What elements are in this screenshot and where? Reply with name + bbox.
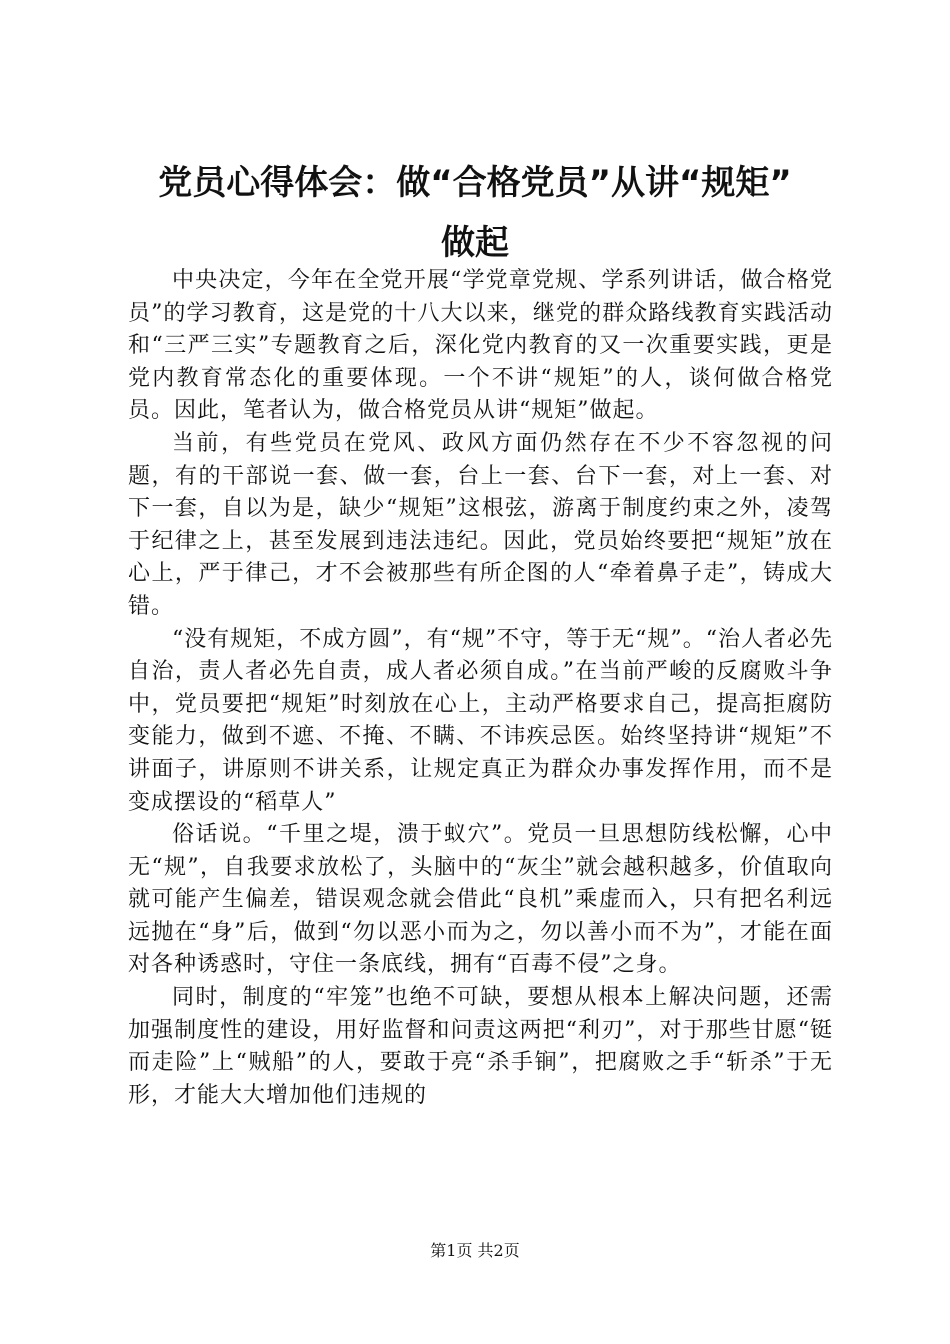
paragraph-5: 同时，制度的“牢笼”也绝不可缺，要想从根本上解决问题，还需加强制度性的建设，用好监督和问责这两把“利刃”，对于那些甘愿“铤而走险”上“贼船”的人，要敢于亮“杀手锏”，把腐败之手“斩杀”于无形，才能大大增加他们违规的 (128, 985, 833, 1108)
document-title-line-1: 党员心得体会：做“合格党员”从讲“规矩” (158, 163, 792, 203)
paragraph-2: 当前，有些党员在党风、政风方面仍然存在不少不容忽视的问题，有的干部说一套、做一套，台上一套、台下一套，对上一套、对下一套，自以为是，缺少“规矩”这根弦，游离于制度约束之外，凌驾于纪律之上，甚至发展到违法违纪。因此，党员始终要把“规矩”放在心上，严于律己，才不会被那些有所企图的人“牵着鼻子走”，铸成大错。 (128, 430, 833, 619)
document-title-line-2: 做起 (441, 223, 509, 263)
page-number-footer: 第1页 共2页 (430, 1241, 520, 1260)
paragraph-1: 中央决定，今年在全党开展“学党章党规、学系列讲话，做合格党员”的学习教育，这是党的十八大以来，继党的群众路线教育实践活动和“三严三实”专题教育之后，深化党内教育的又一次重要实践，更是党内教育常态化的重要体现。一个不讲“规矩”的人，谈何做合格党员。因此，笔者认为，做合格党员从讲“规矩”做起。 (128, 268, 833, 424)
paragraph-3: “没有规矩，不成方圆”，有“规”不守，等于无“规”。“治人者必先自治，责人者必先自责，成人者必须自成。”在当前严峻的反腐败斗争中，党员要把“规矩”时刻放在心上，主动严格要求自己，提高拒腐防变能力，做到不遮、不掩、不瞒、不讳疾忌医。始终坚持讲“规矩”不讲面子，讲原则不讲关系，让规定真正为群众办事发挥作用，而不是变成摆设的“稻草人” (128, 626, 833, 815)
paragraph-4: 俗话说。“千里之堤，溃于蚁穴”。党员一旦思想防线松懈，心中无“规”，自我要求放松了，头脑中的“灰尘”就会越积越多，价值取向就可能产生偏差，错误观念就会借此“良机”乘虚而入，只有把名利远远抛在“身”后，做到“勿以恶小而为之，勿以善小而不为”，才能在面对各种诱惑时，守住一条底线，拥有“百毒不侵”之身。 (128, 822, 833, 978)
document-body (128, 265, 833, 1112)
